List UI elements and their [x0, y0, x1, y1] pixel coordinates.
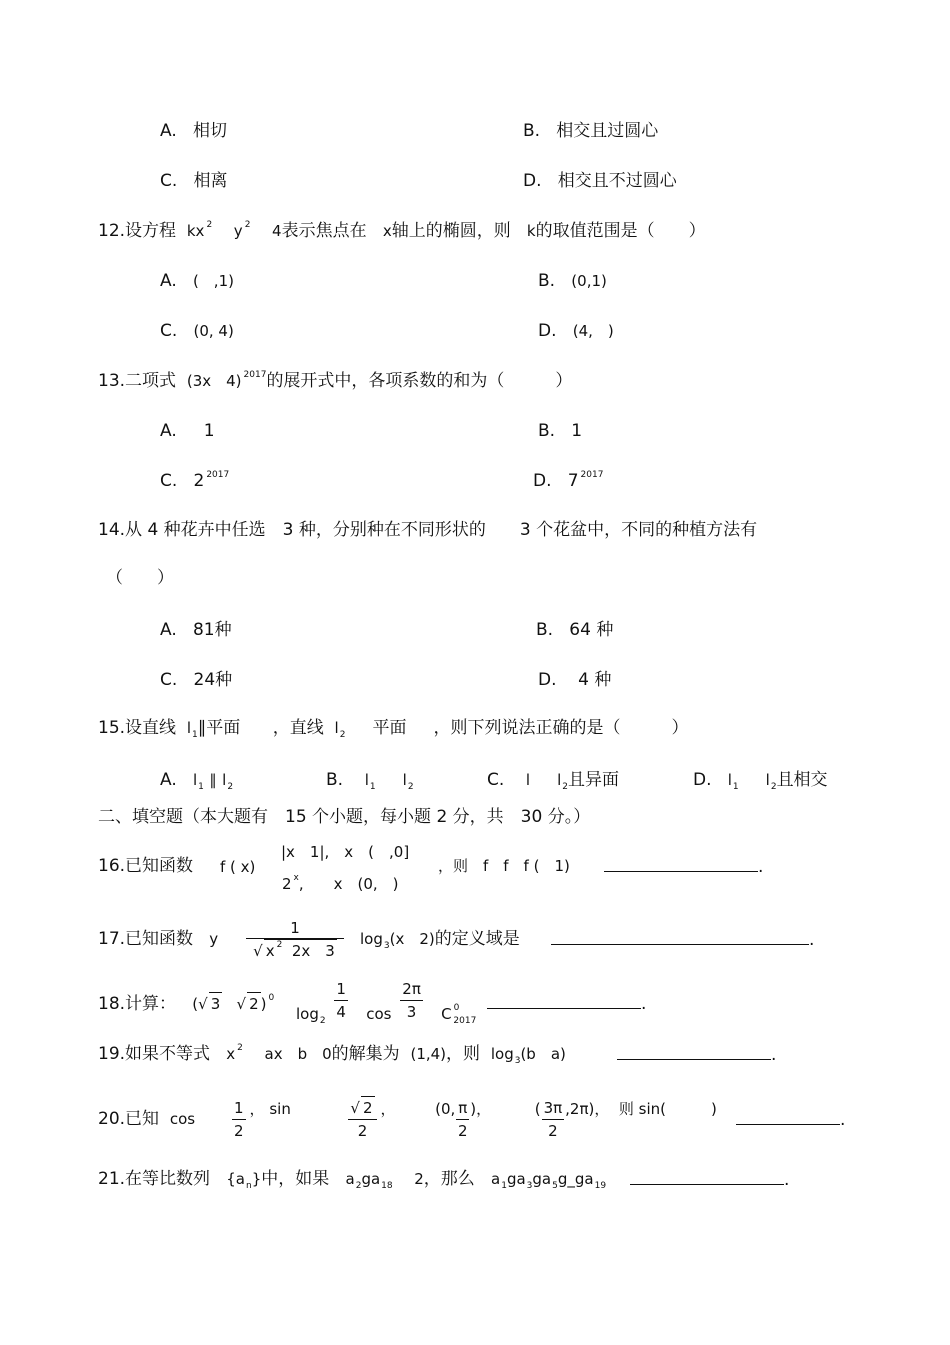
- fraction-denominator: 2: [458, 1121, 468, 1140]
- fraction-denominator: 2: [357, 1122, 368, 1140]
- question-text: 的解集为: [331, 1044, 400, 1064]
- option-label: B.: [536, 620, 554, 640]
- math-term: |x 1|, x ( ,0]: [281, 843, 410, 861]
- question-text: 如果不等式: [125, 1044, 211, 1064]
- exponent: 0: [453, 1003, 460, 1013]
- subscript: 3: [514, 1056, 521, 1066]
- period: .: [641, 994, 647, 1014]
- math-term: x: [382, 222, 392, 240]
- period: .: [771, 1045, 777, 1065]
- math-term: (0,: [435, 1099, 456, 1118]
- question-21: 21.在等比数列 $\{a_n\}$中，如果 $a_2ga_{18}$ 2，那么 $a_1ga_3ga_5g\_ga_{19}$: [98, 1169, 607, 1191]
- question-12: [98, 220, 706, 245]
- question-13: [98, 370, 572, 395]
- option-text: (0,1): [571, 272, 607, 290]
- question-text: 的定义域是: [434, 929, 520, 949]
- math-term: x: [265, 942, 275, 960]
- question-text: 在等比数列: [125, 1169, 211, 1189]
- math-term: a: [345, 1170, 355, 1188]
- question-number: 19.: [98, 1044, 126, 1064]
- q11-option-a: [160, 120, 227, 142]
- question-text: 则 sin( ): [618, 1099, 717, 1118]
- math-term: k: [526, 222, 536, 240]
- answer-blank[interactable]: [487, 992, 641, 1009]
- period: .: [758, 857, 764, 877]
- question-text: 表示焦点在: [281, 221, 367, 241]
- math-term: f ( x): [220, 858, 256, 876]
- question-text: ∥平面: [197, 718, 241, 738]
- subscript: 1: [198, 782, 204, 792]
- math-term: ga: [361, 1170, 381, 1188]
- punctuation: ，: [249, 1099, 265, 1118]
- exponent: 2017: [580, 470, 604, 480]
- subscript: n: [246, 1181, 252, 1191]
- fraction-denominator: 2: [234, 1121, 244, 1140]
- option-label: A.: [160, 421, 177, 441]
- question-text: 二项式: [125, 371, 177, 391]
- question-text: 轴上的椭圆，则: [391, 221, 511, 241]
- math-term: (: [192, 995, 199, 1013]
- math-term: 2: [414, 1170, 424, 1188]
- question-text: 的取值范围是（ ）: [535, 221, 706, 241]
- option-text: 相交且过圆心: [556, 121, 659, 141]
- period: .: [809, 930, 815, 950]
- q13-option-a: [160, 420, 215, 442]
- option-label: C.: [160, 670, 178, 690]
- answer-blank[interactable]: [604, 855, 758, 872]
- option-text: 81种: [192, 620, 232, 640]
- question-19: [98, 1043, 566, 1068]
- math-term: ，则 f f f ( 1): [438, 857, 570, 875]
- math-term: ,2π)，: [565, 1099, 610, 1118]
- option-label: A.: [160, 770, 177, 790]
- subscript: 2: [339, 730, 346, 740]
- question-number: 18.: [98, 994, 126, 1014]
- option-label: D.: [538, 670, 557, 690]
- q12-option-c: [160, 320, 234, 342]
- option-text: 且相交: [776, 770, 828, 790]
- math-term: a: [491, 1170, 501, 1188]
- question-text: ，直线: [272, 718, 324, 738]
- math-term: ): [260, 995, 267, 1013]
- option-text: 7: [567, 471, 579, 491]
- question-15: [98, 717, 688, 742]
- q16-answer-blank: [604, 855, 763, 878]
- period: .: [840, 1110, 846, 1130]
- q21-answer-blank: [630, 1168, 789, 1191]
- math-term: (1,4): [410, 1045, 447, 1063]
- q11-option-c: [160, 170, 228, 192]
- math-term: l: [525, 771, 531, 789]
- math-term: cos: [169, 1110, 196, 1128]
- option-label: D.: [538, 321, 557, 341]
- option-text: 64 种: [569, 620, 614, 640]
- option-text: 4 种: [578, 670, 612, 690]
- option-label: C.: [160, 171, 178, 191]
- math-term: kx: [186, 222, 205, 240]
- math-term: {a: [226, 1170, 246, 1188]
- q17-fraction: 1 √ x $^2$ 2x 3: [246, 918, 344, 965]
- option-label: B.: [326, 770, 344, 790]
- q18-log-term: [296, 982, 476, 1027]
- exponent: 0: [268, 993, 275, 1003]
- exponent: 2: [237, 1043, 243, 1053]
- section-heading: [98, 806, 590, 828]
- fraction-numerator: 2: [361, 1096, 375, 1119]
- option-text: 相切: [192, 121, 227, 141]
- subscript: 2: [562, 782, 569, 792]
- question-text: ，则下列说法正确的是（ ）: [433, 718, 689, 738]
- question-text: ，则: [446, 1044, 481, 1064]
- q17-tail: [360, 928, 520, 953]
- option-text: 1: [203, 421, 215, 441]
- question-14: [98, 519, 757, 541]
- subscript: 2017: [453, 1016, 477, 1026]
- math-term: l: [402, 771, 407, 789]
- fraction-numerator: 3π: [542, 1097, 565, 1120]
- question-text: 已知函数: [125, 929, 194, 949]
- question-text: 设直线: [125, 718, 177, 738]
- q16-piece-row-1: [281, 841, 409, 863]
- q17-answer-blank: [551, 928, 814, 951]
- subscript: 2: [407, 782, 414, 792]
- q20-expression: $\frac{1}{2}$ ， sin $\frac{√ 2}{2}$ ， (0, $\frac{\pi}{2}$ )， ( $\frac{3\pi}{2}$ ,2π)， 则 sin( ): [228, 1096, 717, 1142]
- period: .: [784, 1170, 790, 1190]
- math-term: log: [296, 1005, 319, 1023]
- option-label: B.: [538, 271, 556, 291]
- exponent: x: [293, 873, 299, 883]
- answer-paren: （ ）: [106, 568, 174, 588]
- math-term: )，: [470, 1099, 492, 1118]
- fraction-denominator: 3: [406, 1003, 417, 1021]
- subscript: 2: [770, 782, 777, 792]
- fraction-numerator: 1: [334, 978, 348, 1001]
- question-20: [98, 1108, 195, 1130]
- question-text: 已知函数: [125, 856, 194, 876]
- option-label: B.: [523, 121, 541, 141]
- q13-option-d: [533, 470, 603, 495]
- exponent: 2: [244, 220, 251, 230]
- math-term: ax b 0: [264, 1045, 332, 1063]
- question-text: 从 4 种花卉中任选 3 种，分别种在不同形状的 3 个花盆中，不同的种植方法有: [125, 520, 758, 540]
- option-text: 且异面: [568, 770, 620, 790]
- fraction-denominator: 4: [336, 1003, 346, 1021]
- q15-option-c: [487, 769, 619, 794]
- option-label: C.: [160, 471, 178, 491]
- math-term: (: [534, 1099, 541, 1118]
- question-16: [98, 855, 193, 877]
- math-term: (x 2): [389, 930, 435, 948]
- fraction-numerator: 2π: [400, 978, 423, 1001]
- math-term: l: [765, 771, 770, 789]
- option-label: D.: [533, 471, 552, 491]
- math-term: 2: [282, 875, 292, 893]
- math-term: l: [334, 719, 339, 737]
- math-term: l: [192, 771, 198, 789]
- option-text: (4, ): [572, 322, 614, 340]
- option-label: C.: [160, 321, 178, 341]
- question-text: ，那么: [423, 1169, 475, 1189]
- q14-option-a: [160, 619, 232, 641]
- math-term: log: [490, 1045, 514, 1063]
- q16-function-name: [220, 856, 255, 878]
- math-term: x: [226, 1045, 236, 1063]
- fraction-denominator: 2: [548, 1121, 558, 1140]
- question-text: 平面: [372, 718, 407, 738]
- option-label: B.: [538, 421, 556, 441]
- q20-answer-blank: [736, 1108, 845, 1131]
- subscript: 1: [369, 782, 376, 792]
- math-term: l: [222, 771, 227, 789]
- math-term: 3: [209, 992, 223, 1015]
- math-term: , x (0, ): [298, 875, 399, 893]
- answer-blank[interactable]: [736, 1108, 840, 1125]
- question-number: 13.: [98, 371, 126, 391]
- question-text: 计算：: [125, 994, 177, 1014]
- question-text: 已知: [125, 1109, 160, 1129]
- fraction-numerator: 1: [290, 919, 300, 937]
- q15-option-b: [326, 769, 414, 794]
- math-term: 4: [272, 222, 282, 240]
- math-term: l: [364, 771, 369, 789]
- subscript: 3: [383, 941, 390, 951]
- q11-option-d: [523, 170, 677, 192]
- option-label: A.: [160, 620, 177, 640]
- subscript: 1: [732, 782, 739, 792]
- math-term: (b a): [520, 1045, 566, 1063]
- subscript: 1: [192, 730, 198, 740]
- math-term: cos: [366, 1005, 392, 1023]
- fraction-numerator: 1: [232, 1097, 246, 1120]
- option-label: C.: [487, 770, 505, 790]
- q11-option-b: [523, 120, 658, 142]
- math-term: }: [251, 1170, 262, 1188]
- math-term: l: [557, 771, 562, 789]
- option-text: (0, 4): [193, 322, 234, 340]
- question-text: 设方程: [125, 221, 177, 241]
- option-text: 相交且不过圆心: [557, 171, 677, 191]
- math-term: (3x 4): [186, 372, 242, 390]
- math-term: l: [727, 771, 732, 789]
- question-number: 12.: [98, 221, 126, 241]
- math-term: log: [360, 930, 383, 948]
- question-number: 20.: [98, 1109, 126, 1129]
- punctuation: ，: [380, 1099, 396, 1118]
- q12-option-b: [538, 270, 607, 292]
- question-number: 21.: [98, 1169, 126, 1189]
- section-title: 二、填空题（本大题有 15 个小题，每小题 2 分，共 30 分。）: [98, 807, 591, 827]
- q12-option-d: [538, 320, 614, 342]
- math-term: l: [186, 719, 192, 737]
- q14-option-c: [160, 669, 232, 691]
- exponent: 2: [276, 940, 283, 950]
- q15-option-d: [693, 769, 828, 794]
- option-text: 相离: [193, 171, 228, 191]
- exponent: 2: [206, 220, 213, 230]
- question-number: 14.: [98, 520, 126, 540]
- q13-option-b: [538, 420, 582, 442]
- option-label: D.: [693, 770, 712, 790]
- option-text: 1: [571, 421, 583, 441]
- q14-option-d: [538, 669, 611, 691]
- math-term: 2: [247, 992, 261, 1015]
- q16-tail: [438, 855, 570, 877]
- subscript: 2: [319, 1016, 326, 1026]
- option-text: ( ,1): [192, 272, 234, 290]
- q16-piece-row-2: [282, 873, 399, 898]
- option-text: 2: [193, 471, 205, 491]
- question-number: 15.: [98, 718, 126, 738]
- answer-blank[interactable]: [551, 928, 809, 945]
- q13-option-c: [160, 470, 229, 495]
- exponent: 2017: [206, 470, 230, 480]
- math-term: y: [209, 930, 219, 948]
- option-label: D.: [523, 171, 542, 191]
- option-text: 24种: [193, 670, 233, 690]
- math-term: y: [233, 222, 243, 240]
- math-term: 2x 3: [291, 942, 335, 960]
- q12-option-a: [160, 270, 234, 292]
- math-term: C: [441, 1005, 452, 1023]
- q19-answer-blank: [617, 1043, 776, 1066]
- question-text: 中，如果: [261, 1169, 330, 1189]
- q18-answer-blank: [487, 992, 646, 1015]
- answer-blank[interactable]: [617, 1043, 771, 1060]
- question-17: [98, 928, 218, 950]
- option-label: A.: [160, 121, 177, 141]
- q15-option-a: A. $l_1$ ∥ $l_2$: [160, 770, 234, 792]
- answer-blank[interactable]: [630, 1168, 784, 1185]
- question-number: 16.: [98, 856, 126, 876]
- question-text: 的展开式中，各项系数的和为（ ）: [266, 371, 573, 391]
- subscript: 2: [227, 782, 234, 792]
- exponent: 2017: [243, 370, 267, 380]
- question-number: 17.: [98, 929, 126, 949]
- math-term: sin: [269, 1099, 291, 1118]
- q14-answer-paren: [106, 567, 174, 589]
- fraction-numerator: π: [456, 1097, 469, 1120]
- q14-option-b: [536, 619, 613, 641]
- question-18: 18.计算： (√ 3 √ 2 ) $^0$: [98, 993, 275, 1014]
- option-label: A.: [160, 271, 177, 291]
